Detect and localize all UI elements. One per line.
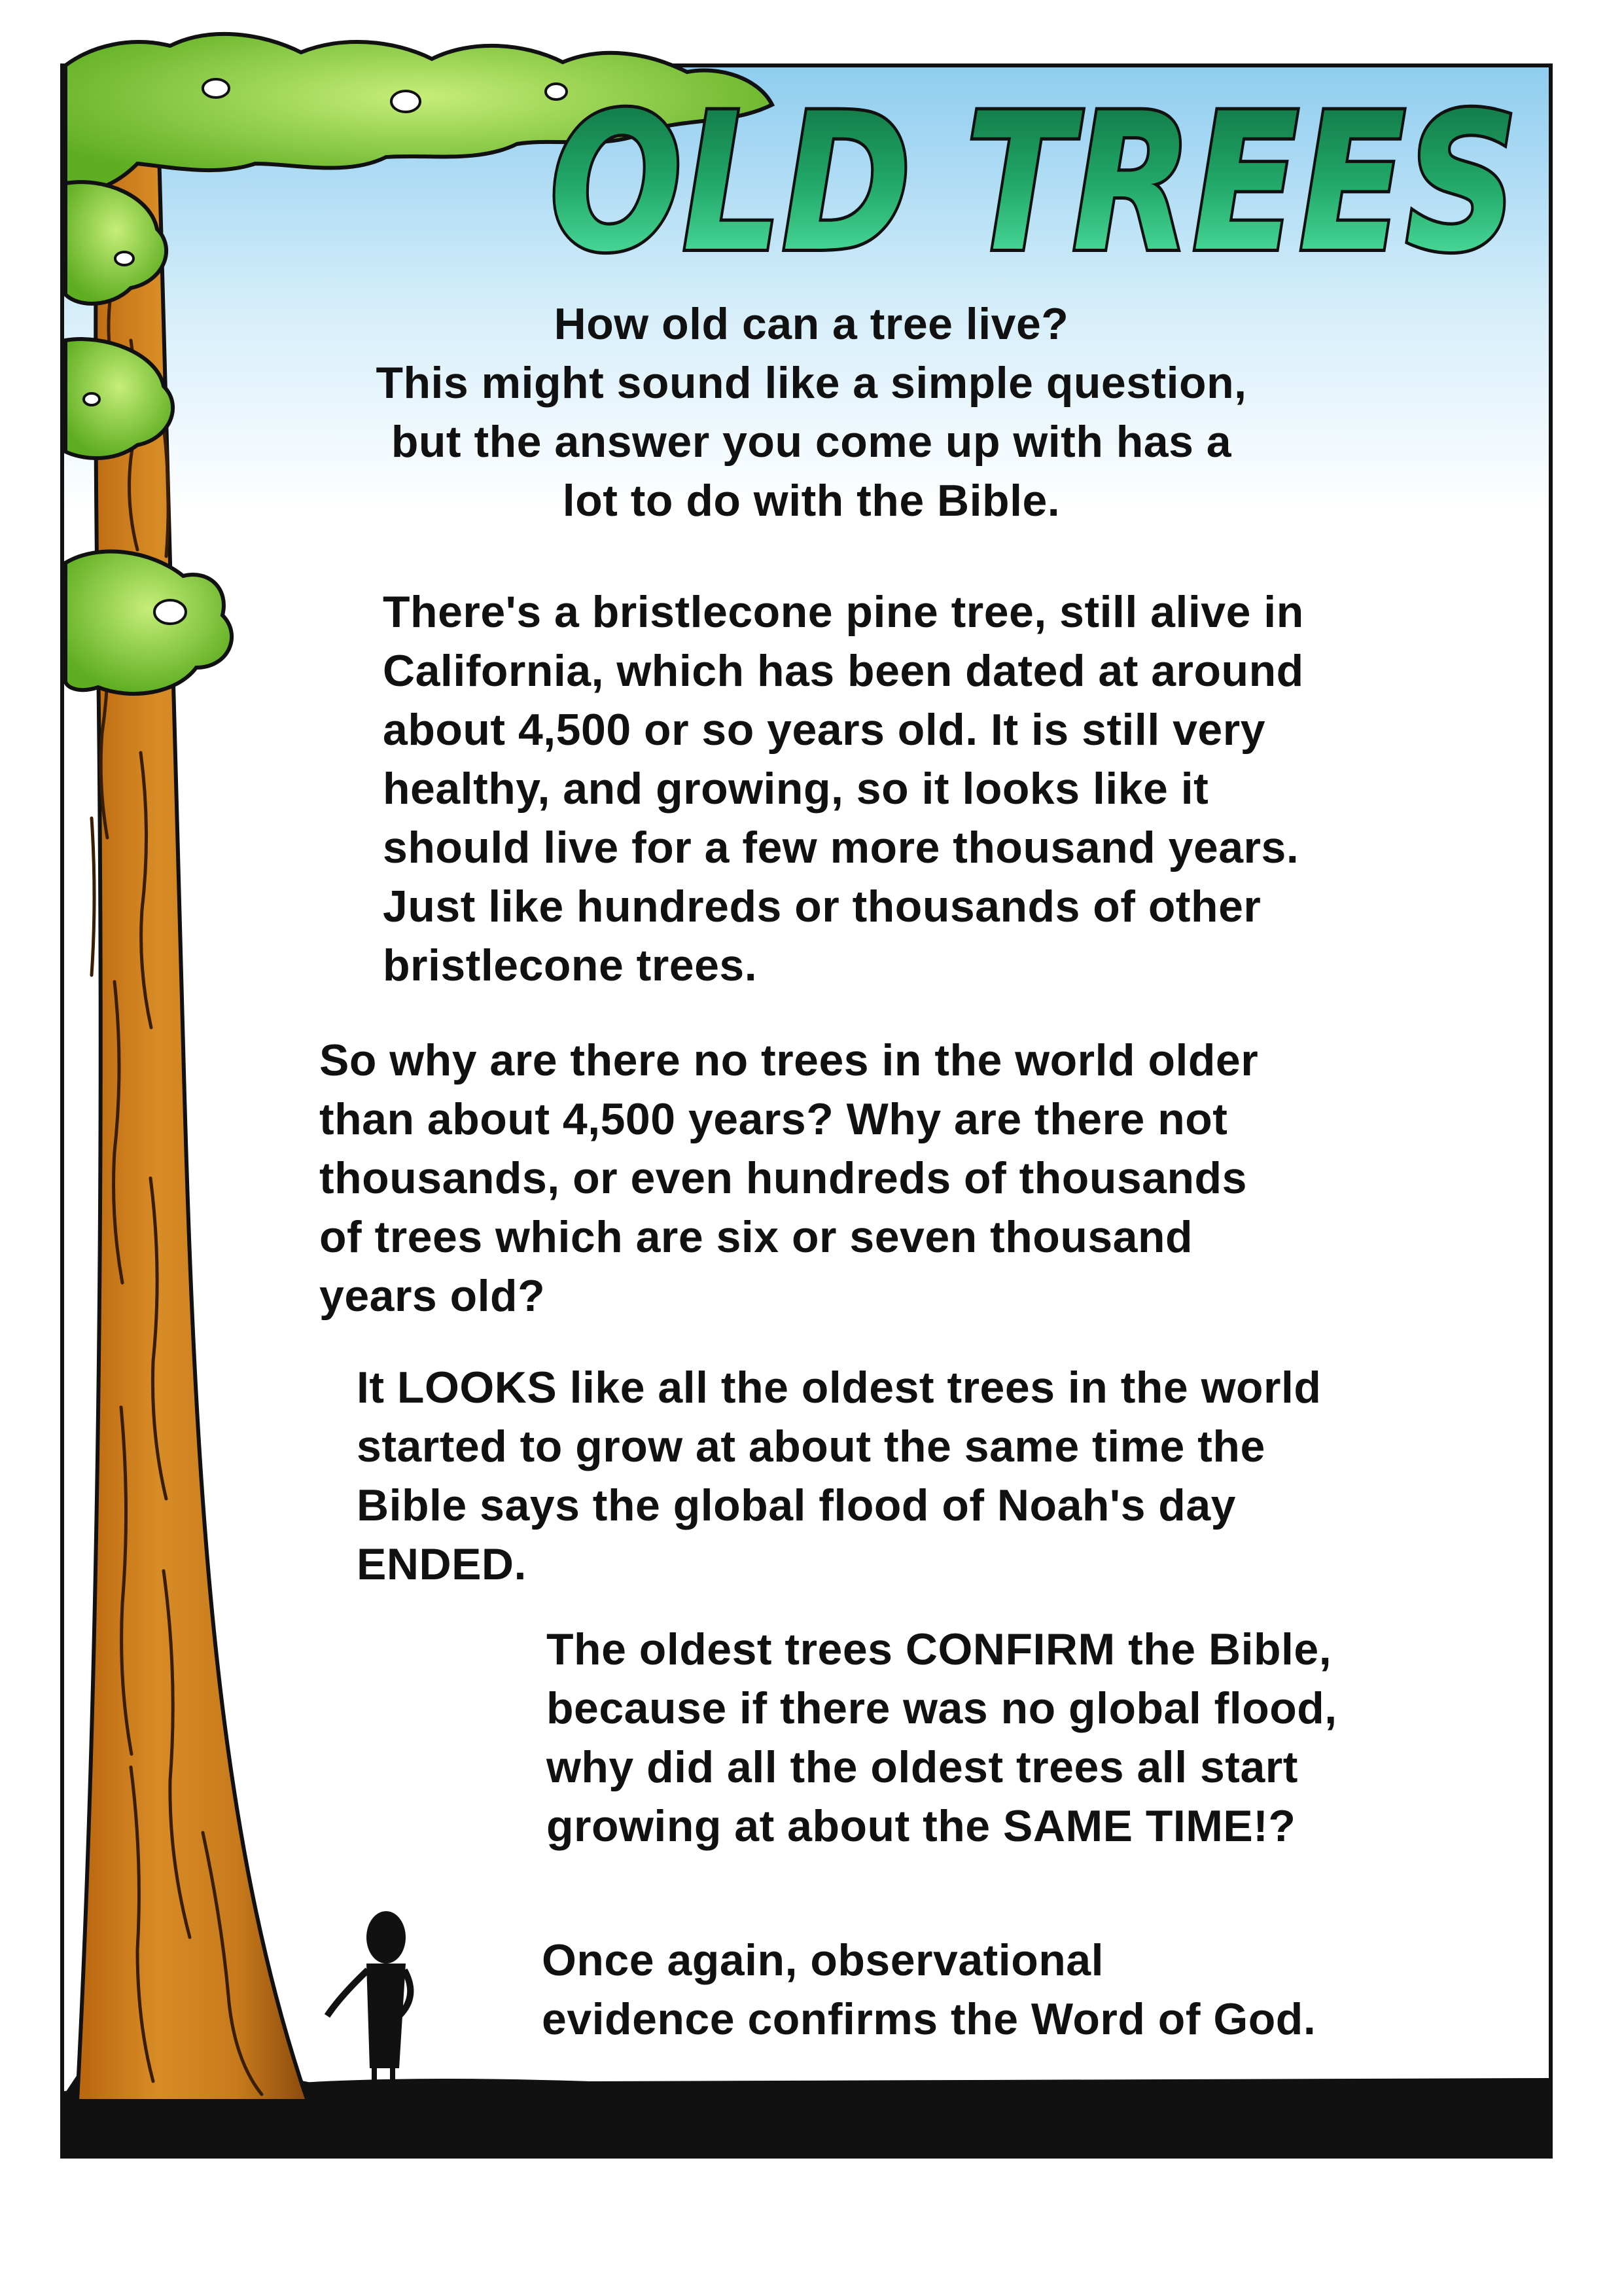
confirm-bible-paragraph: The oldest trees CONFIRM the Bible, because if there was no global flood, why did all the oldest trees all start growing at about the SAME TIME!? [546, 1624, 1337, 1851]
intro-question: How old can a tree live? This might sound like a simple question, but the answer you come up with has a lot to do with the Bible. [376, 299, 1247, 526]
why-no-older-trees-paragraph: So why are there no trees in the world older than about 4,500 years? Why are there not thousands, or even hundreds of thousands of trees which are six or seven thousand years old? [319, 1035, 1259, 1321]
title-text: OLD TREES [550, 73, 1518, 294]
bristlecone-paragraph: There's a bristlecone pine tree, still alive in California, which has been dated at around about 4,500 or so years old. It is still very healthy, and growing, so it looks like it should live for a few more thousand years. Just like hundreds or thousands of other bristlecone trees. [383, 587, 1304, 990]
flood-timing-paragraph: It LOOKS like all the oldest trees in the world started to grow at about the same time the Bible says the global flood of Noah's day ENDED. [357, 1363, 1322, 1589]
title-lettering [523, 72, 1544, 295]
conclusion-paragraph: Once again, observational evidence confirms the Word of God. [542, 1935, 1316, 2044]
